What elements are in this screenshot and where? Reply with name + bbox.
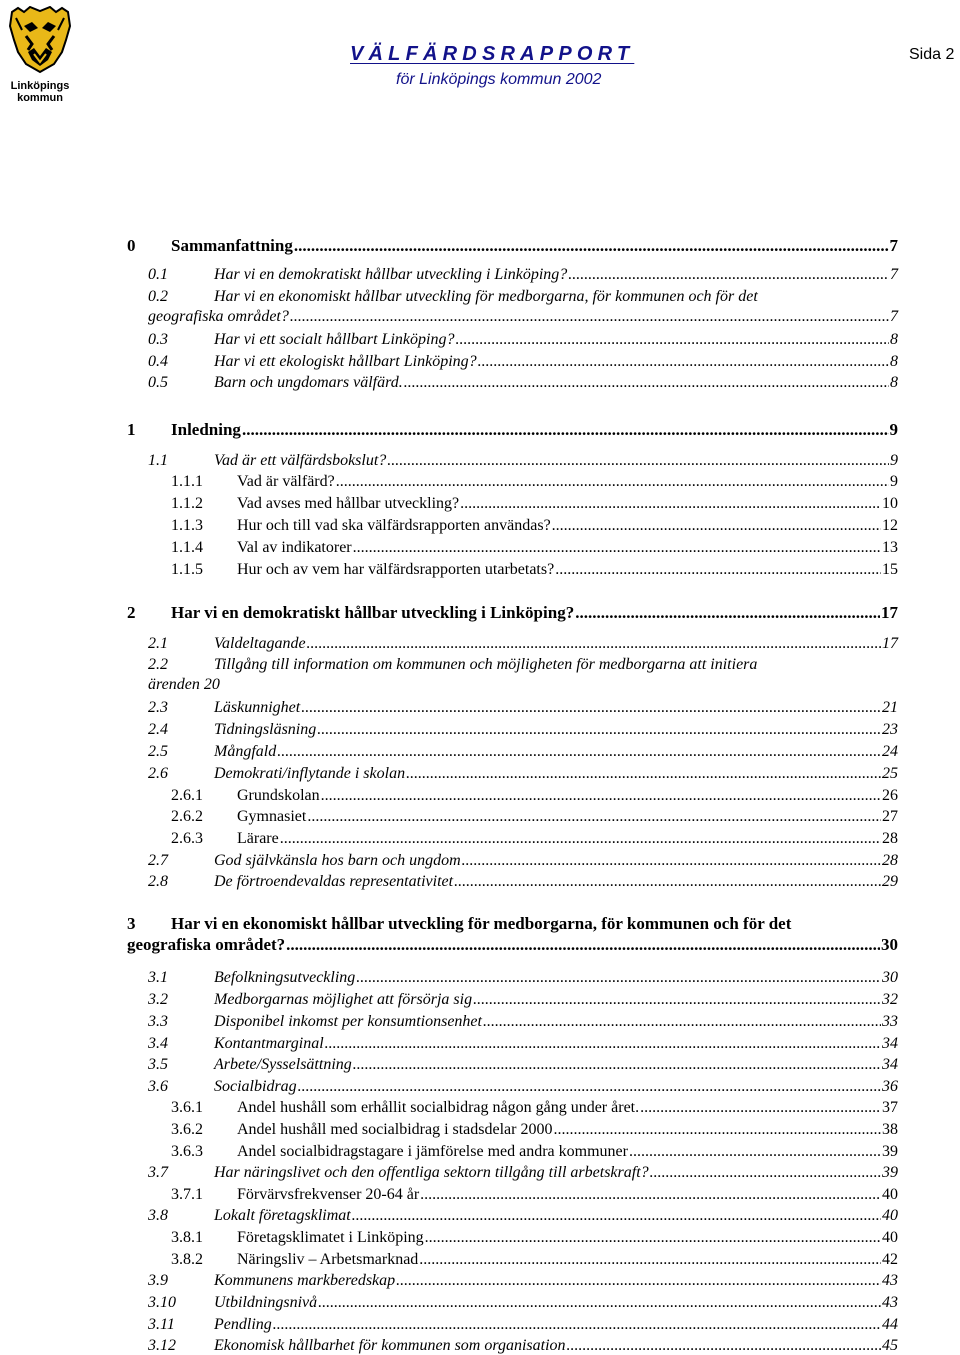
toc-entry[interactable] <box>148 374 898 392</box>
toc-entry-title: Har vi en ekonomiskt hållbar utveckling för medborgarna, för kommunen och för det <box>171 914 792 933</box>
report-subtitle: för Linköpings kommun 2002 <box>396 71 602 88</box>
toc-entry-title: Vad är välfärd? <box>237 473 335 490</box>
toc-entry-title: Sammanfattning <box>171 236 293 255</box>
toc-leader-dots <box>478 353 889 371</box>
toc-entry-page: 40 <box>882 1207 898 1224</box>
toc-entry-title: Tidningsläsning <box>214 721 317 738</box>
toc-entry-title: Har vi en demokratiskt hållbar utveckling i Linköping? <box>214 266 568 283</box>
toc-entry-title: Andel hushåll som erhållit socialbidrag någon gång under året. <box>237 1099 640 1116</box>
toc-leader-dots <box>629 1143 881 1161</box>
toc-entry[interactable] <box>171 561 898 579</box>
toc-leader-dots <box>298 1078 881 1096</box>
toc-leader-dots <box>325 1035 881 1053</box>
toc-entry[interactable] <box>148 852 898 870</box>
toc-entry[interactable] <box>148 699 898 717</box>
toc-entry-title: Förvärvsfrekvenser 20-64 år <box>237 1186 420 1203</box>
toc-entry[interactable] <box>127 236 898 256</box>
toc-leader-dots <box>336 473 889 491</box>
toc-entry[interactable] <box>171 1186 898 1204</box>
toc-entry-number: 2.7 <box>148 852 168 869</box>
toc-entry-title: Hur och av vem har välfärdsrapporten utarbetats? <box>237 561 555 578</box>
toc-entry-title: Valdeltagande <box>214 635 306 652</box>
toc-entry-number: 3.4 <box>148 1035 168 1052</box>
toc-leader-dots <box>353 539 881 557</box>
toc-entry-number: 3.11 <box>148 1316 175 1333</box>
toc-entry-page: 45 <box>882 1337 898 1354</box>
toc-leader-dots <box>552 517 881 535</box>
toc-entry-number: 1.1.2 <box>171 495 203 512</box>
toc-entry-title: Lokalt företagsklimat <box>214 1207 351 1224</box>
toc-entry-number: 3.6.2 <box>171 1121 203 1138</box>
toc-leader-dots <box>454 873 881 891</box>
toc-entry[interactable] <box>148 331 898 349</box>
toc-entry[interactable] <box>148 266 898 284</box>
toc-entry-page: 38 <box>882 1121 898 1138</box>
toc-leader-dots <box>290 308 889 326</box>
toc-entry[interactable] <box>148 1164 898 1182</box>
toc-leader-dots <box>387 452 889 470</box>
toc-entry-continuation[interactable] <box>148 676 898 694</box>
toc-entry-title: Socialbidrag <box>214 1078 297 1095</box>
toc-entry-page: 28 <box>882 852 898 869</box>
report-title: VÄLFÄRDSRAPPORT <box>350 43 635 65</box>
toc-entry-number: 2.6.1 <box>171 787 203 804</box>
toc-entry-title: Har näringslivet och den offentliga sektorn tillgång till arbetskraft? <box>214 1164 649 1181</box>
toc-entry[interactable] <box>171 495 898 513</box>
toc-entry-title: Tillgång till information om kommunen och möjligheten för medborgarna att initiera <box>214 656 758 673</box>
toc-leader-dots <box>462 852 881 870</box>
toc-entry-page: 26 <box>882 787 898 804</box>
toc-entry-title: Befolkningsutveckling <box>214 969 356 986</box>
toc-entry-page: 39 <box>882 1143 898 1160</box>
toc-entry[interactable] <box>148 743 898 761</box>
toc-leader-dots <box>317 721 881 739</box>
toc-entry-title: Ekonomisk hållbarhet för kommunen som organisation <box>214 1337 566 1354</box>
toc-entry-title: Arbete/Sysselsättning <box>214 1056 352 1073</box>
toc-entry-page: 32 <box>882 991 898 1008</box>
toc-leader-dots <box>575 603 880 623</box>
toc-entry-number: 1.1.4 <box>171 539 203 556</box>
toc-leader-dots <box>286 935 880 955</box>
toc-leader-dots <box>406 765 881 783</box>
toc-entry-number: 3.10 <box>148 1294 176 1311</box>
toc-leader-dots <box>353 1056 881 1074</box>
toc-entry-continuation[interactable] <box>148 308 898 326</box>
toc-entry[interactable] <box>171 1229 898 1247</box>
toc-entry-title: Barn och ungdomars välfärd. <box>214 374 403 391</box>
toc-leader-dots <box>483 1013 881 1031</box>
toc-entry[interactable] <box>171 1251 898 1269</box>
toc-entry-number: 2.3 <box>148 699 168 716</box>
toc-entry-title: Läskunnighet <box>214 699 301 716</box>
toc-entry-page: 24 <box>882 743 898 760</box>
toc-leader-dots <box>568 266 889 284</box>
toc-entry-number: 3.7 <box>148 1164 168 1181</box>
toc-entry-number: 0.4 <box>148 353 168 370</box>
toc-entry-title: Har vi en ekonomiskt hållbar utveckling för medborgarna, för kommunen och för det <box>214 288 758 305</box>
toc-entry-number: 2.5 <box>148 743 168 760</box>
toc-entry[interactable] <box>148 969 898 987</box>
toc-entry-number: 3.8.1 <box>171 1229 203 1246</box>
toc-entry-number: 2.1 <box>148 635 168 652</box>
toc-entry-number: 3.1 <box>148 969 168 986</box>
toc-entry-title: Grundskolan <box>237 787 320 804</box>
toc-entry-title: Företagsklimatet i Linköping <box>237 1229 424 1246</box>
toc-entry-title: Hur och till vad ska välfärdsrapporten användas? <box>237 517 551 534</box>
toc-entry-page: 28 <box>882 830 898 847</box>
toc-entry-page: 12 <box>882 517 898 534</box>
toc-entry-number: 3.6.3 <box>171 1143 203 1160</box>
toc-entry-number: 3.8.2 <box>171 1251 203 1268</box>
toc-leader-dots <box>419 1251 881 1269</box>
toc-leader-dots <box>273 1316 881 1334</box>
toc-entry[interactable] <box>148 1035 898 1053</box>
toc-leader-dots <box>352 1207 881 1225</box>
toc-entry[interactable] <box>148 765 898 783</box>
toc-entry-number: 2.2 <box>148 656 168 673</box>
toc-entry[interactable] <box>171 1099 898 1117</box>
toc-entry-number: 2.4 <box>148 721 168 738</box>
toc-entry-title: Lärare <box>237 830 279 847</box>
toc-entry[interactable] <box>148 1272 898 1290</box>
toc-leader-dots <box>650 1164 881 1182</box>
toc-leader-dots <box>567 1337 881 1355</box>
toc-entry-title: Utbildningsnivå <box>214 1294 318 1311</box>
toc-entry-number: 2 <box>127 603 136 622</box>
toc-leader-dots <box>420 1186 881 1204</box>
toc-entry-page: 29 <box>882 873 898 890</box>
toc-entry-page: 43 <box>882 1294 898 1311</box>
toc-leader-dots <box>553 1121 881 1139</box>
toc-entry[interactable] <box>148 452 898 470</box>
toc-entry-number: 3 <box>127 914 136 933</box>
toc-leader-dots <box>242 420 889 440</box>
page-number: Sida 2 <box>909 46 955 63</box>
toc-leader-dots <box>555 561 881 579</box>
toc-entry-page: 15 <box>882 561 898 578</box>
toc-entry-title: Medborgarnas möjlighet att försörja sig <box>214 991 473 1008</box>
toc-entry-title-continued: geografiska området? <box>127 935 286 954</box>
toc-entry-number: 3.2 <box>148 991 168 1008</box>
toc-entry-number: 0.2 <box>148 288 168 305</box>
toc-entry-title-continued: ärenden 20 <box>148 676 220 693</box>
toc-entry-title: Gymnasiet <box>237 808 307 825</box>
toc-entry-number: 1.1.5 <box>171 561 203 578</box>
toc-entry-page: 9 <box>890 473 898 490</box>
toc-entry-title: Disponibel inkomst per konsumtionsenhet <box>214 1013 482 1030</box>
toc-entry[interactable] <box>127 420 898 440</box>
toc-leader-dots <box>307 635 881 653</box>
toc-entry-page: 8 <box>890 331 898 348</box>
toc-entry-page: 34 <box>882 1056 898 1073</box>
toc-entry-title: Har vi en demokratiskt hållbar utveckling i Linköping? <box>171 603 575 622</box>
toc-entry-title: Mångfald <box>214 743 277 760</box>
toc-entry-number: 0.5 <box>148 374 168 391</box>
toc-entry-title: Vad är ett välfärdsbokslut? <box>214 452 387 469</box>
toc-entry-number: 2.6.3 <box>171 830 203 847</box>
toc-entry-number: 2.8 <box>148 873 168 890</box>
toc-entry-page: 33 <box>882 1013 898 1030</box>
toc-entry-title: Har vi ett socialt hållbart Linköping? <box>214 331 455 348</box>
toc-leader-dots <box>404 374 889 392</box>
toc-entry[interactable] <box>148 991 898 1009</box>
toc-entry-page: 27 <box>882 808 898 825</box>
toc-entry-page: 17 <box>882 635 898 652</box>
toc-entry-number: 1.1 <box>148 452 168 469</box>
toc-entry[interactable] <box>148 1207 898 1225</box>
toc-entry[interactable] <box>148 873 898 891</box>
toc-leader-dots <box>307 808 881 826</box>
toc-entry-number: 3.12 <box>148 1337 176 1354</box>
toc-entry[interactable] <box>171 808 898 826</box>
toc-entry-number: 3.8 <box>148 1207 168 1224</box>
toc-entry-page: 17 <box>881 603 898 622</box>
toc-entry-number: 0 <box>127 236 136 255</box>
toc-entry-title: Kontantmarginal <box>214 1035 324 1052</box>
toc-entry-first-line[interactable] <box>148 654 878 676</box>
toc-entry[interactable] <box>171 473 898 491</box>
toc-entry-number: 3.3 <box>148 1013 168 1030</box>
toc-entry[interactable] <box>148 1294 898 1312</box>
toc-entry-number: 3.7.1 <box>171 1186 203 1203</box>
toc-entry-title: De förtroendevaldas representativitet <box>214 873 454 890</box>
toc-entry-number: 0.3 <box>148 331 168 348</box>
toc-entry-page: 7 <box>890 266 898 283</box>
toc-entry-page: 8 <box>890 374 898 391</box>
toc-entry[interactable] <box>171 517 898 535</box>
toc-leader-dots <box>455 331 889 349</box>
toc-entry-title: Demokrati/inflytande i skolan <box>214 765 406 782</box>
toc-leader-dots <box>321 787 881 805</box>
toc-entry-continuation[interactable] <box>127 935 898 955</box>
toc-entry-number: 0.1 <box>148 266 168 283</box>
toc-leader-dots <box>318 1294 881 1312</box>
toc-entry[interactable] <box>171 830 898 848</box>
toc-entry-page: 42 <box>882 1251 898 1268</box>
toc-entry-title: Har vi ett ekologiskt hållbart Linköping? <box>214 353 477 370</box>
toc-entry-title: Andel hushåll med socialbidrag i stadsdelar 2000 <box>237 1121 553 1138</box>
toc-entry-page: 39 <box>882 1164 898 1181</box>
toc-entry-title: Kommunens markberedskap <box>214 1272 396 1289</box>
toc-entry-number: 3.6 <box>148 1078 168 1095</box>
toc-entry[interactable] <box>148 1056 898 1074</box>
toc-entry-title: Pendling <box>214 1316 272 1333</box>
toc-entry[interactable] <box>148 1013 898 1031</box>
toc-entry-title-continued: geografiska området? <box>148 308 289 325</box>
toc-entry[interactable] <box>171 539 898 557</box>
toc-entry[interactable] <box>148 1316 898 1334</box>
toc-entry-number: 3.9 <box>148 1272 168 1289</box>
toc-entry-page: 30 <box>882 969 898 986</box>
toc-entry-number: 2.6.2 <box>171 808 203 825</box>
toc-entry-page: 10 <box>882 495 898 512</box>
toc-entry[interactable] <box>171 1143 898 1161</box>
toc-leader-dots <box>460 495 881 513</box>
toc-entry-title: God självkänsla hos barn och ungdom <box>214 852 461 869</box>
toc-entry-number: 1.1.1 <box>171 473 203 490</box>
toc-entry-title: Näringsliv – Arbetsmarknad <box>237 1251 419 1268</box>
toc-entry-title: Val av indikatorer <box>237 539 352 556</box>
toc-entry-page: 36 <box>882 1078 898 1095</box>
toc-entry-page: 21 <box>882 699 898 716</box>
toc-entry-page: 23 <box>882 721 898 738</box>
toc-entry-first-line[interactable] <box>127 913 897 935</box>
toc-leader-dots <box>277 743 881 761</box>
toc-entry-number: 1.1.3 <box>171 517 203 534</box>
toc-leader-dots <box>356 969 881 987</box>
toc-entry-page: 40 <box>882 1229 898 1246</box>
toc-entry-page: 25 <box>882 765 898 782</box>
toc-entry-page: 7 <box>889 236 898 255</box>
toc-entry[interactable] <box>148 721 898 739</box>
toc-entry[interactable] <box>148 353 898 371</box>
toc-entry-page: 37 <box>882 1099 898 1116</box>
toc-entry[interactable] <box>148 1078 898 1096</box>
toc-leader-dots <box>280 830 881 848</box>
toc-entry[interactable] <box>127 603 898 623</box>
toc-entry-first-line[interactable] <box>148 286 878 308</box>
toc-leader-dots <box>294 236 889 256</box>
toc-entry-title: Andel socialbidragstagare i jämförelse med andra kommuner <box>237 1143 628 1160</box>
toc-entry-number: 3.5 <box>148 1056 168 1073</box>
toc-entry-page: 13 <box>882 539 898 556</box>
toc-entry-page: 44 <box>882 1316 898 1333</box>
toc-entry-page: 9 <box>889 420 898 439</box>
toc-entry-page: 9 <box>890 452 898 469</box>
toc-leader-dots <box>640 1099 881 1117</box>
toc-entry[interactable] <box>171 1121 898 1139</box>
toc-entry-page: 40 <box>882 1186 898 1203</box>
toc-entry-page: 8 <box>890 353 898 370</box>
linkoping-lion-logo: Linköpings kommun <box>4 6 76 104</box>
toc-leader-dots <box>473 991 881 1009</box>
toc-entry[interactable] <box>148 1337 898 1355</box>
toc-entry-page: 7 <box>890 308 898 325</box>
toc-entry-title: Vad avses med hållbar utveckling? <box>237 495 460 512</box>
toc-entry[interactable] <box>171 787 898 805</box>
toc-leader-dots <box>301 699 881 717</box>
toc-leader-dots <box>396 1272 881 1290</box>
toc-entry-page: 43 <box>882 1272 898 1289</box>
toc-leader-dots <box>425 1229 881 1247</box>
toc-entry-page: 30 <box>881 935 898 954</box>
toc-entry-number: 1 <box>127 420 136 439</box>
toc-entry[interactable] <box>148 635 898 653</box>
toc-entry-page: 34 <box>882 1035 898 1052</box>
toc-entry-number: 2.6 <box>148 765 168 782</box>
toc-entry-number: 3.6.1 <box>171 1099 203 1116</box>
toc-entry-title: Inledning <box>171 420 241 439</box>
